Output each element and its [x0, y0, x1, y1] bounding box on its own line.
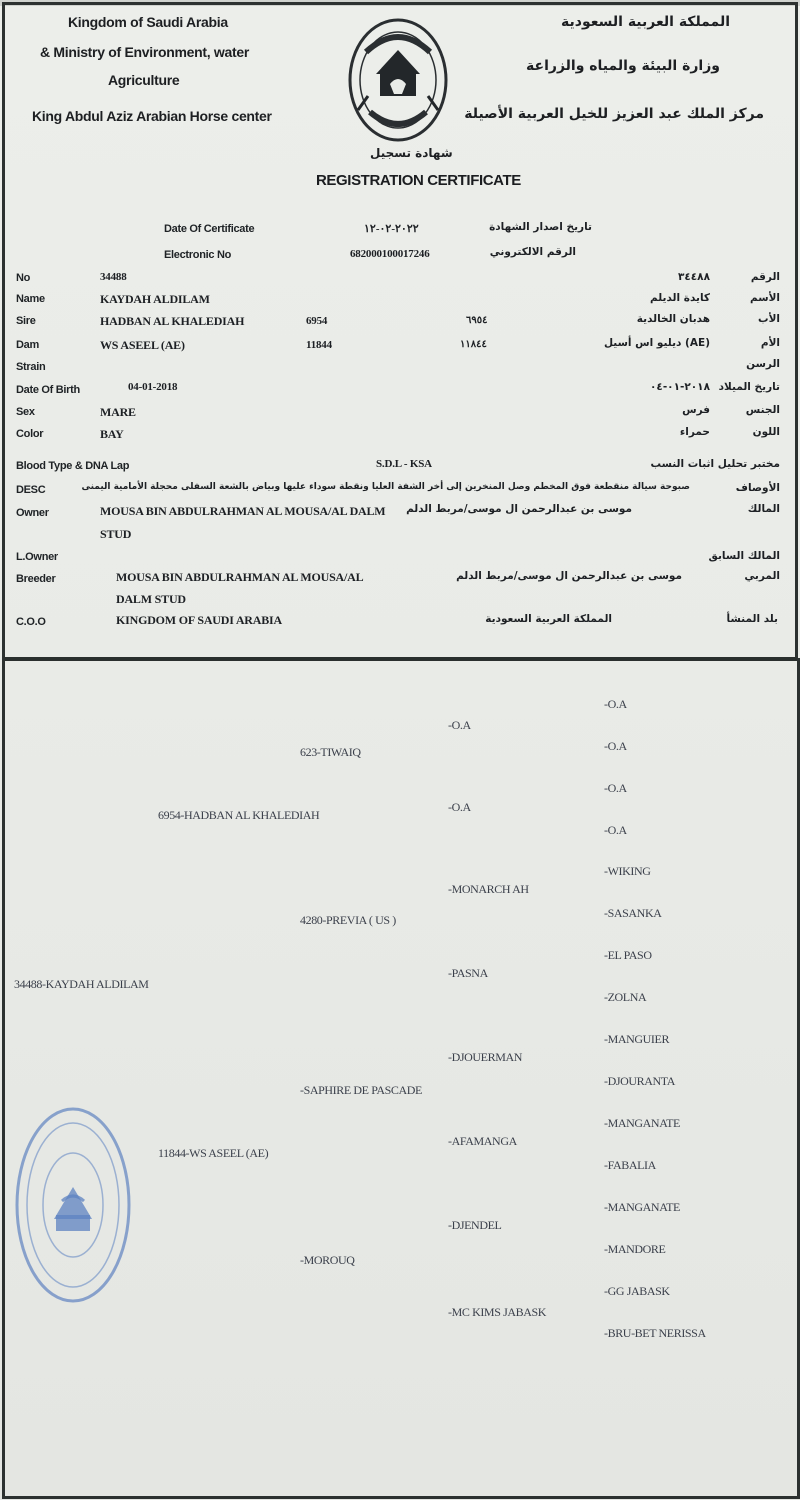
breeder-label-ar: المربي	[744, 570, 780, 582]
owner-value-ar: موسى بن عبدالرحمن ال موسى/مربط الدلم	[406, 503, 632, 515]
pedigree-g4-16: -BRU-BET NERISSA	[604, 1326, 706, 1340]
pedigree-g4-5: -WIKING	[604, 864, 651, 878]
electronic-no-label-ar: الرقم الالكتروني	[489, 246, 576, 258]
dam-label-ar: الأم	[760, 337, 780, 349]
pedigree-g4-2: -O.A	[604, 739, 627, 753]
electronic-no-value: 682000100017246	[350, 248, 430, 260]
ministry-emblem-icon	[346, 12, 450, 148]
pedigree-g4-12: -FABALIA	[604, 1158, 656, 1172]
pedigree-g4-13: -MANGANATE	[604, 1200, 680, 1214]
dob-value: 04-01-2018	[128, 381, 178, 393]
pedigree-g3-6: -AFAMANGA	[448, 1134, 517, 1148]
name-value-ar: كايدة الديلم	[650, 292, 710, 304]
pedigree-g4-10: -DJOURANTA	[604, 1074, 676, 1088]
dob-label: Date Of Birth	[16, 384, 80, 396]
dam-number-ar: ١١٨٤٤	[460, 339, 487, 350]
pedigree-g4-15: -GG JABASK	[604, 1284, 670, 1298]
date-of-certificate-label: Date Of Certificate	[164, 223, 255, 235]
pedigree-g4-6: -SASANKA	[604, 906, 662, 920]
pedigree-frame	[2, 658, 800, 1499]
pedigree-g4-1: -O.A	[604, 697, 627, 711]
name-label-ar: الأسم	[750, 292, 780, 304]
pedigree-g3-8: -MC KIMS JABASK	[448, 1305, 547, 1319]
breeder-label: Breeder	[16, 573, 56, 585]
no-label: No	[16, 272, 31, 284]
dam-value: WS ASEEL (AE)	[100, 338, 185, 352]
sire-label: Sire	[16, 315, 36, 327]
pedigree-g3-7: -DJENDEL	[448, 1218, 502, 1232]
color-value-ar: حمراء	[679, 426, 710, 438]
page-title: REGISTRATION CERTIFICATE	[316, 172, 521, 189]
owner-value-line2: STUD	[100, 527, 132, 541]
pedigree-g2-1: 623-TIWAIQ	[300, 745, 361, 759]
pedigree-g3-1: -O.A	[448, 718, 471, 732]
strain-label-ar: الرسن	[746, 358, 780, 370]
header-en-line3: Agriculture	[108, 72, 180, 88]
owner-value: MOUSA BIN ABDULRAHMAN AL MOUSA/AL DALM	[100, 504, 386, 518]
breeder-value-line2: DALM STUD	[116, 592, 186, 606]
name-label: Name	[16, 293, 45, 305]
sire-label-ar: الأب	[758, 313, 780, 325]
strain-label: Strain	[16, 361, 46, 373]
header-ar-line2: وزارة البيئة والمياه والزراعة	[526, 58, 720, 74]
owner-label-ar: المالك	[747, 503, 780, 515]
color-label-ar: اللون	[752, 426, 780, 438]
header-ar-title: شهادة تسجيل	[370, 146, 453, 160]
pedigree-dam: 11844-WS ASEEL (AE)	[158, 1146, 269, 1160]
pedigree-horse: 34488-KAYDAH ALDILAM	[14, 977, 149, 991]
dam-value-ar: (AE) ديليو اس أسيل	[603, 337, 710, 349]
sex-label-ar: الجنس	[745, 404, 780, 416]
coo-label: C.O.O	[16, 616, 46, 628]
lowner-label: L.Owner	[16, 551, 58, 563]
breeder-value: MOUSA BIN ABDULRAHMAN AL MOUSA/AL	[116, 570, 364, 584]
blood-type-value: S.D.L - KSA	[376, 458, 432, 470]
coo-label-ar: بلد المنشأ	[726, 613, 778, 625]
pedigree-g2-2: 4280-PREVIA ( US )	[300, 913, 396, 927]
desc-value-ar: صبوحة سيالة منقطعة فوق المخطم وصل المنخرين إلى أخر الشفة العليا ونقطة سوداء عليها وبياض بالشعة السفلى محجلة الأمامية اليمنى	[81, 482, 690, 492]
header-ar-line1: المملكة العربية السعودية	[561, 14, 730, 30]
pedigree-g4-4: -O.A	[604, 823, 627, 837]
pedigree-g3-5: -DJOUERMAN	[448, 1050, 523, 1064]
desc-label-ar: الأوصاف	[735, 482, 780, 494]
owner-label: Owner	[16, 507, 49, 519]
pedigree-g2-4: -MOROUQ	[300, 1253, 355, 1267]
dam-label: Dam	[16, 339, 39, 351]
dam-number: 11844	[306, 339, 332, 351]
header-en-line4: King Abdul Aziz Arabian Horse center	[32, 108, 272, 124]
pedigree-sire: 6954-HADBAN AL KHALEDIAH	[158, 808, 320, 822]
blood-type-label-ar: مختبر تحليل اثبات النسب	[650, 458, 780, 470]
coo-value-ar: المملكة العربية السعودية	[485, 613, 612, 625]
pedigree-g3-2: -O.A	[448, 800, 471, 814]
coo-value: KINGDOM OF SAUDI ARABIA	[116, 613, 282, 627]
no-label-ar: الرقم	[750, 271, 780, 283]
dob-label-ar: تاريخ الميلاد	[718, 381, 780, 393]
pedigree-g4-8: -ZOLNA	[604, 990, 647, 1004]
date-of-certificate-label-ar: تاريخ اصدار الشهادة	[489, 221, 592, 233]
sex-value-ar: فرس	[682, 404, 710, 416]
sex-label: Sex	[16, 406, 35, 418]
sire-number-ar: ٦٩٥٤	[466, 315, 488, 326]
pedigree-g4-11: -MANGANATE	[604, 1116, 680, 1130]
color-label: Color	[16, 428, 44, 440]
name-value: KAYDAH ALDILAM	[100, 292, 210, 306]
pedigree-g4-7: -EL PASO	[604, 948, 652, 962]
date-of-certificate-value: ٢٠٢٢-٠٢-١٢	[364, 223, 419, 235]
no-value-ar: ٣٤٤٨٨	[677, 271, 710, 283]
electronic-no-label: Electronic No	[164, 249, 232, 261]
dob-value-ar: ٢٠١٨-٠١-٠٤	[649, 381, 710, 393]
pedigree-g4-3: -O.A	[604, 781, 627, 795]
no-value: 34488	[100, 271, 127, 283]
color-value: BAY	[100, 427, 124, 441]
sire-number: 6954	[306, 315, 328, 327]
header-ar-line3: مركز الملك عبد العزيز للخيل العربية الأصيلة	[464, 106, 764, 122]
breeder-value-ar: موسى بن عبدالرحمن ال موسى/مربط الدلم	[456, 570, 682, 582]
official-stamp-icon	[14, 1105, 132, 1305]
header-en-line1: Kingdom of Saudi Arabia	[68, 14, 228, 30]
lowner-label-ar: المالك السابق	[708, 550, 780, 562]
pedigree-g3-4: -PASNA	[448, 966, 488, 980]
pedigree-g2-3: -SAPHIRE DE PASCADE	[300, 1083, 422, 1097]
desc-label: DESC	[16, 484, 46, 496]
header-en-line2: & Ministry of Environment, water	[40, 44, 249, 60]
sire-value: HADBAN AL KHALEDIAH	[100, 314, 245, 328]
pedigree-g4-14: -MANDORE	[604, 1242, 666, 1256]
pedigree-g3-3: -MONARCH AH	[448, 882, 529, 896]
pedigree-g4-9: -MANGUIER	[604, 1032, 670, 1046]
sire-value-ar: هدبان الخالدية	[636, 313, 710, 325]
blood-type-label: Blood Type & DNA Lap	[16, 460, 130, 472]
sex-value: MARE	[100, 405, 136, 419]
